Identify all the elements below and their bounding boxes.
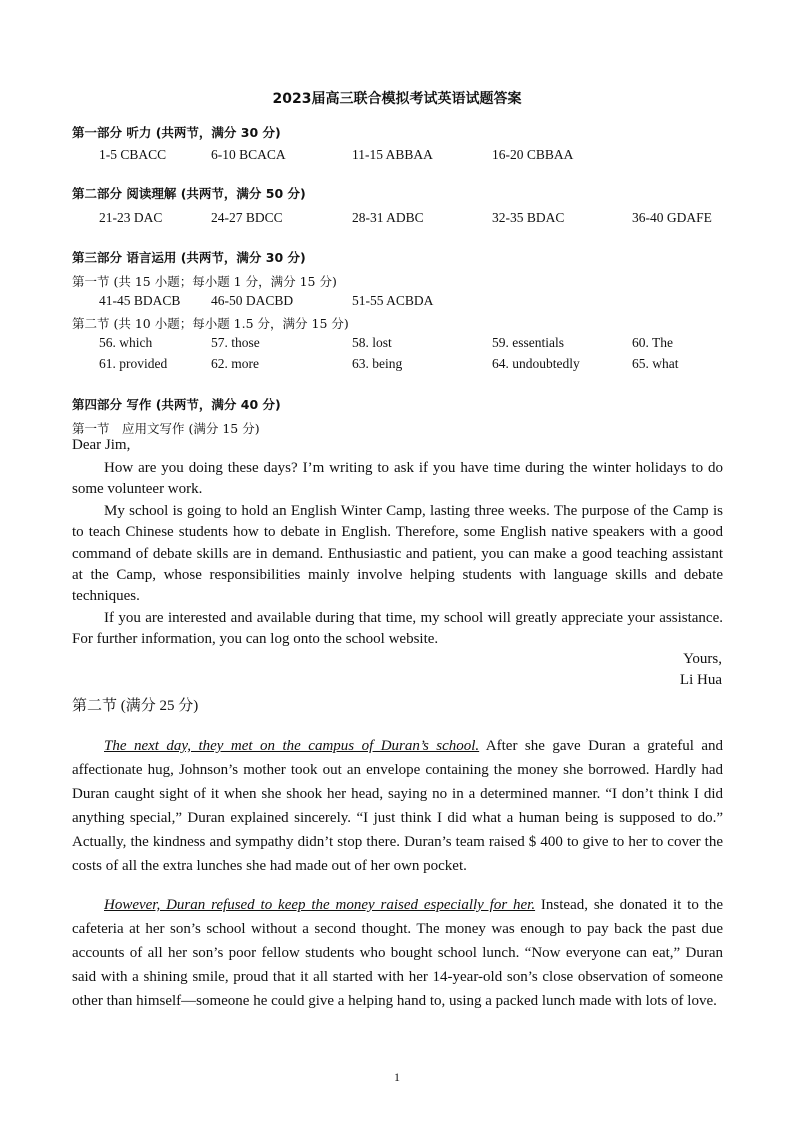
story-paragraph-2-lead: However, Duran refused to keep the money raised especially for her.: [104, 897, 536, 913]
part3-section2-row1: [0, 335, 794, 353]
answer-group: 41-45 BDACB: [99, 293, 181, 308]
answer-item: 60. The: [632, 335, 673, 350]
story-paragraph-1: [72, 734, 723, 878]
letter-paragraph-2: My school is going to hold an English Winter Camp, lasting three weeks. The purpose of the Camp is to teach Chinese students how to debate in English. Therefore, some English native speakers with a good command of debate skills are in demand. Enthusiastic and patient, you can make a good teaching assistant at the Camp, whose responsibilities mainly involve helping students with language skills and debate techniques.: [72, 503, 723, 605]
part4-section1-heading: 第一节 应用文写作 (满分 15 分): [72, 421, 260, 436]
story-paragraph-1-lead: The next day, they met on the campus of Duran’s school.: [104, 738, 480, 754]
part2-answers: [0, 210, 794, 228]
answer-item: 63. being: [352, 356, 403, 371]
answer-group: 32-35 BDAC: [492, 210, 565, 225]
letter-greeting: Dear Jim,: [72, 437, 131, 453]
letter-signature: Li Hua: [679, 672, 722, 688]
answer-group: 46-50 DACBD: [211, 293, 294, 308]
letter-closing: Yours,: [683, 651, 722, 667]
part3-heading: 第三部分 语言运用 (共两节，满分 30 分): [72, 250, 306, 265]
answer-group: 24-27 BDCC: [211, 210, 283, 225]
part3-section1-heading: 第一节 (共 15 小题；每小题 1 分，满分 15 分): [72, 274, 337, 289]
letter-paragraph-3: If you are interested and available during that time, my school will greatly appreciate your assistance. For further information, you can log onto the school website.: [72, 610, 723, 648]
part3-section2-heading: 第二节 (共 10 小题；每小题 1.5 分，满分 15 分): [72, 316, 349, 331]
answer-item: 56. which: [99, 335, 153, 350]
part3-section1-answers: [0, 293, 794, 311]
part4-section2-heading: 第二节 (满分 25 分): [72, 698, 199, 714]
answer-group: 1-5 CBACC: [99, 147, 167, 162]
answer-group: 11-15 ABBAA: [352, 147, 433, 162]
story-paragraph-1-body: After she gave Duran a grateful and affectionate hug, Johnson’s mother took out an envelope containing the money she borrowed. Hardly had Duran caught sight of it when she shook her head, saying no in a determined manner. “I don’t think I did anything special,” Duran explained sincerely. “I just think I did what a human being is supposed to do.” Actually, the kindness and sympathy didn’t stop there. Duran’s team raised $ 400 to give to her to cover the costs of all the extra lunches she had made out of her own pocket.: [72, 738, 723, 874]
page-number: 1: [394, 1070, 400, 1084]
letter-paragraph-1: How are you doing these days? I’m writing to ask if you have time during the winter holidays to do some volunteer work.: [72, 460, 723, 498]
answer-item: 58. lost: [352, 335, 392, 350]
answer-group: 36-40 GDAFE: [632, 210, 712, 225]
answer-item: 57. those: [211, 335, 260, 350]
answer-item: 61. provided: [99, 356, 168, 371]
answer-group: 51-55 ACBDA: [352, 293, 434, 308]
story-paragraph-2-body: Instead, she donated it to the cafeteria at her son’s school without a second thought. The money was enough to pay back the past due accounts of all her son’s poor fellow students who bought school lunch. “Now everyone can eat,” Duran said with a shining smile, proud that it all started with her 14-year-old son’s close observation of someone other than himself—someone he could give a helping hand to, using a packed lunch made with lots of love.: [72, 897, 723, 1009]
answer-item: 59. essentials: [492, 335, 564, 350]
part1-answers: [0, 147, 794, 165]
answer-group: 16-20 CBBAA: [492, 147, 574, 162]
answer-item: 62. more: [211, 356, 259, 371]
part4-heading: 第四部分 写作 (共两节，满分 40 分): [72, 397, 281, 412]
answer-group: 6-10 BCACA: [211, 147, 286, 162]
page-title: 2023届高三联合模拟考试英语试题答案: [272, 91, 522, 107]
part1-heading: 第一部分 听力 (共两节，满分 30 分): [72, 125, 281, 140]
part2-heading: 第二部分 阅读理解 (共两节，满分 50 分): [72, 186, 306, 201]
answer-item: 65. what: [632, 356, 679, 371]
answer-group: 28-31 ADBC: [352, 210, 424, 225]
answer-group: 21-23 DAC: [99, 210, 163, 225]
story-paragraph-2: [72, 893, 723, 1013]
part3-section2-row2: [0, 356, 794, 374]
answer-item: 64. undoubtedly: [492, 356, 580, 371]
